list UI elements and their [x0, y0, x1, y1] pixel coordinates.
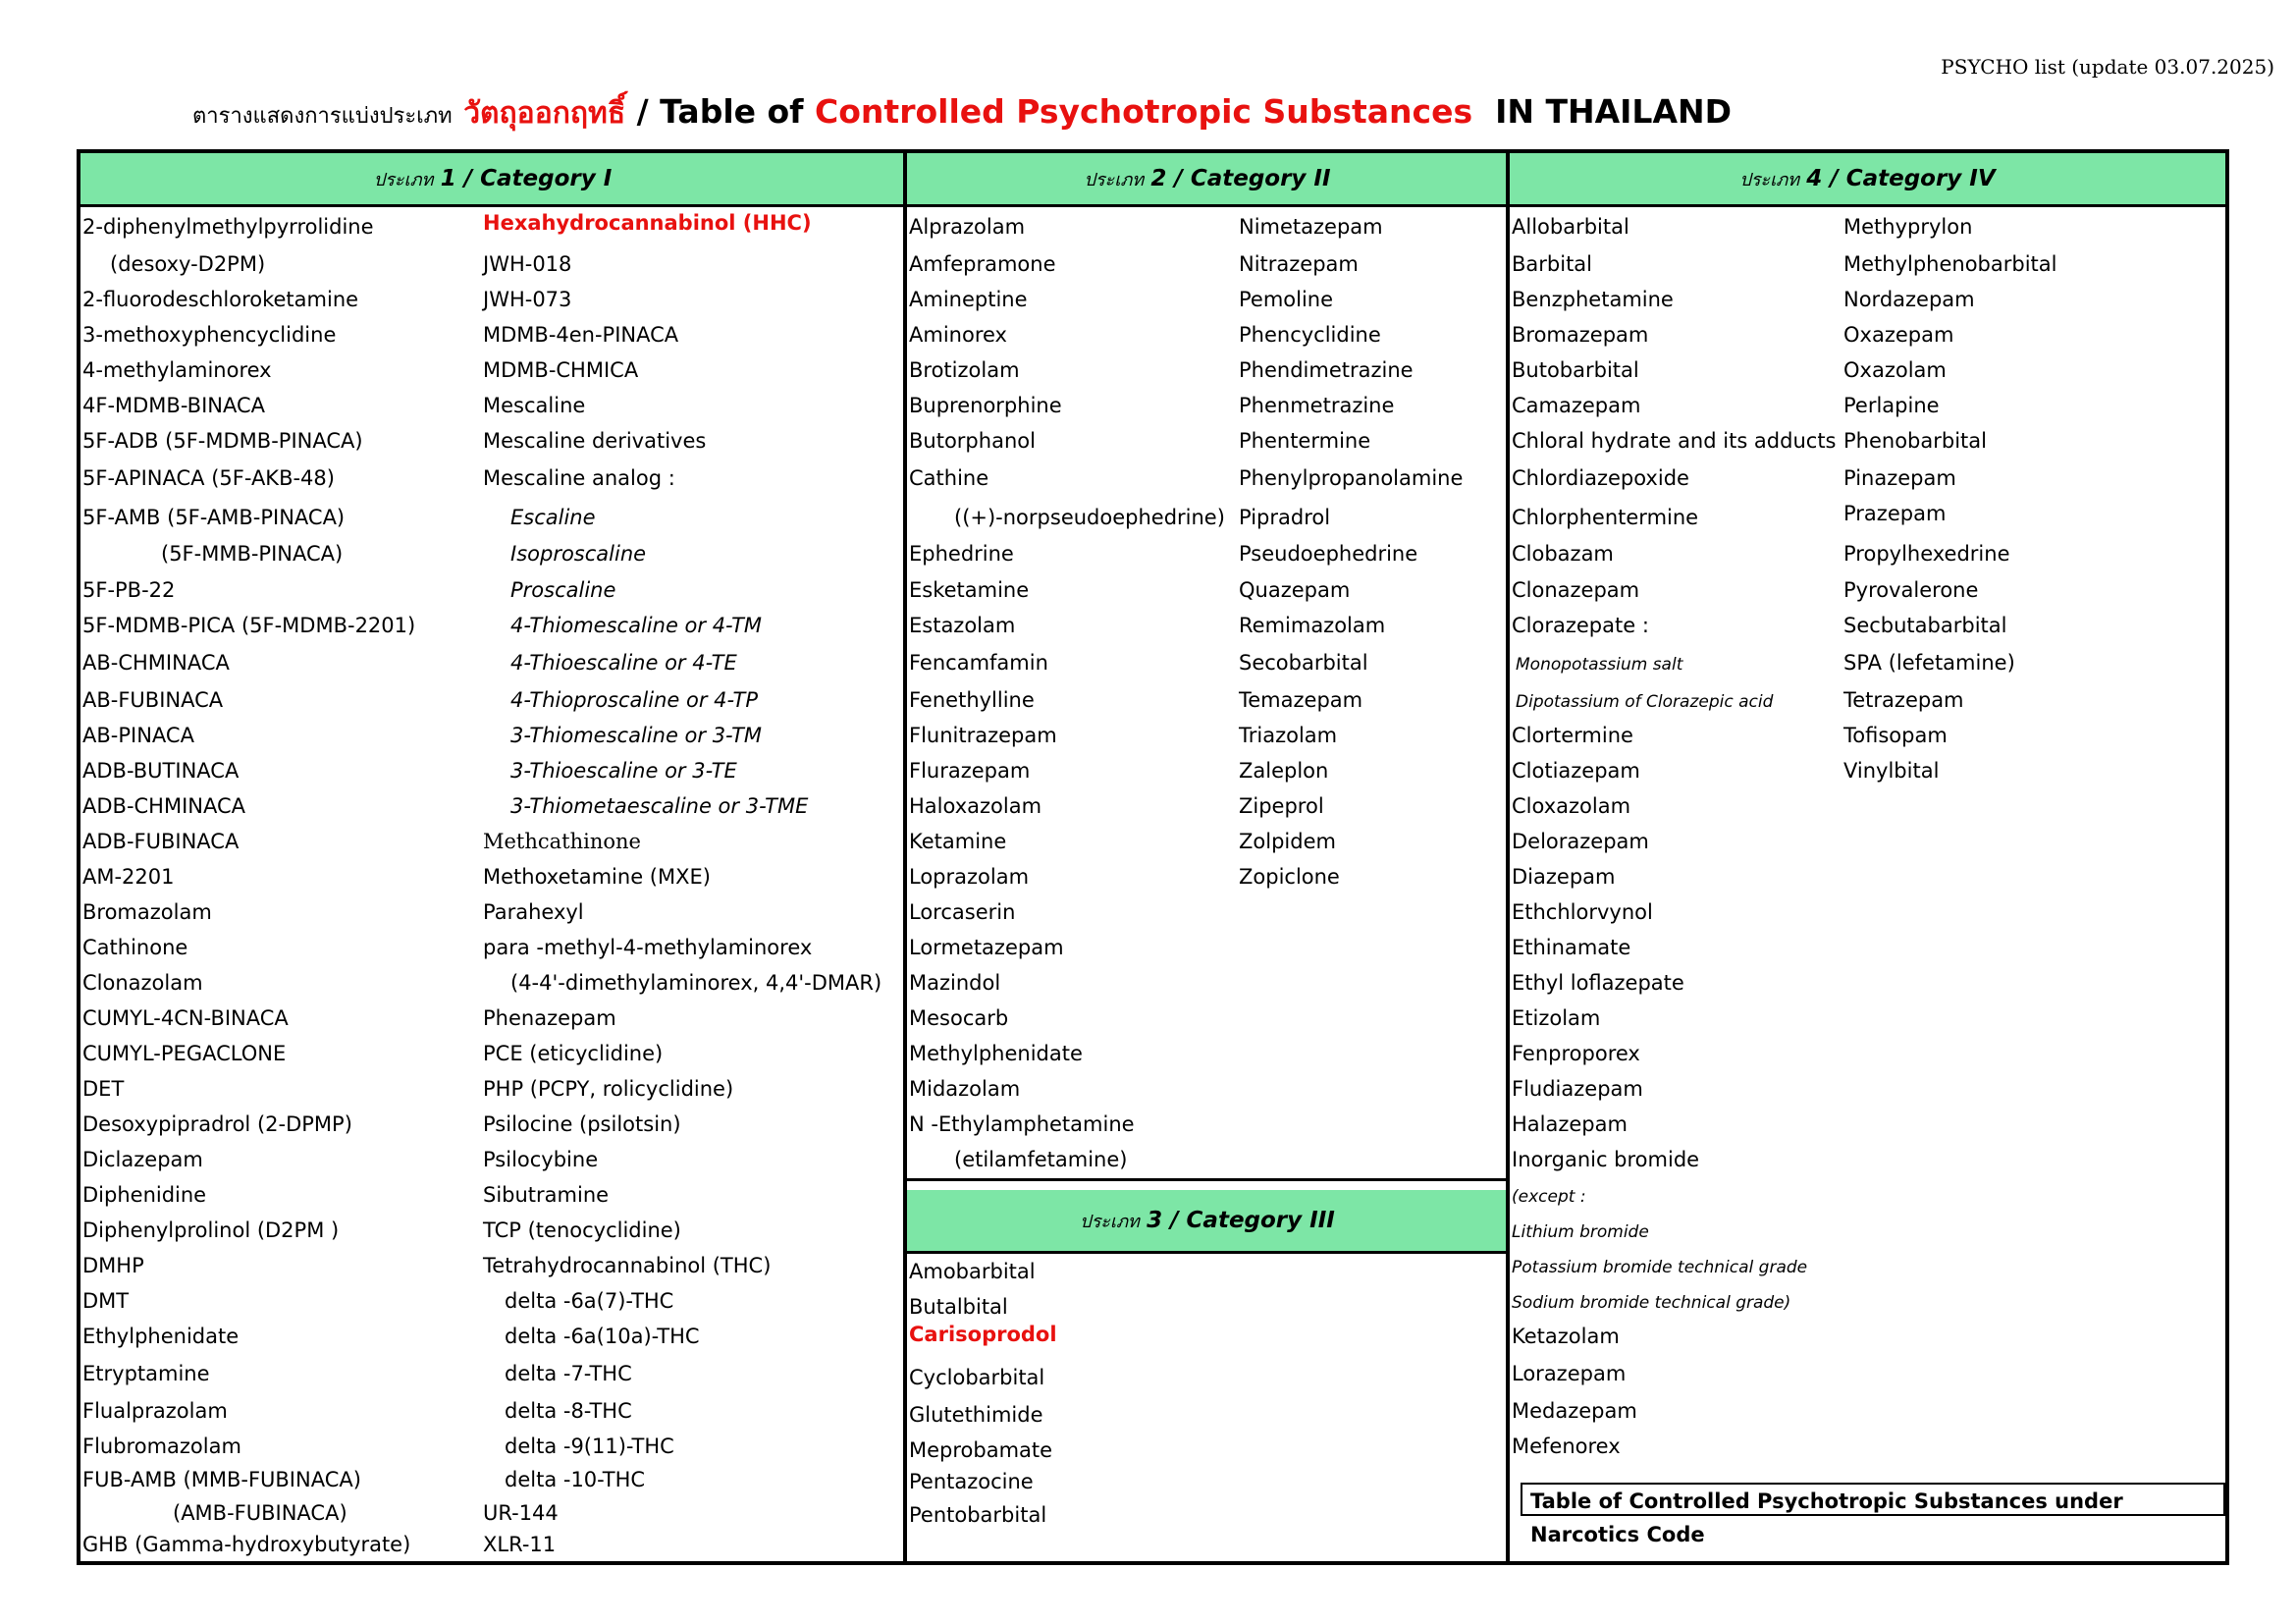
list-item: Phenmetrazine [1239, 394, 1395, 417]
list-item: Mescaline derivatives [483, 429, 707, 453]
list-item: Carisoprodol [909, 1323, 1057, 1346]
list-item: Amfepramone [909, 252, 1056, 276]
category-2-thai: ประเภท [1084, 170, 1145, 190]
list-item: Chlorphentermine [1512, 506, 1699, 529]
list-item: Midazolam [909, 1077, 1021, 1101]
list-item: Etizolam [1512, 1006, 1601, 1030]
list-item: Allobarbital [1512, 215, 1629, 239]
list-item: 4-Thioescaline or 4-TE [510, 651, 737, 675]
category-3-thai: ประเภท [1080, 1212, 1140, 1232]
list-item: Desoxypipradrol (2-DPMP) [82, 1112, 352, 1136]
list-item: Butalbital [909, 1295, 1008, 1319]
list-item: Pyrovalerone [1843, 578, 1979, 602]
list-item: (AMB-FUBINACA) [173, 1501, 347, 1525]
list-item: MDMB-CHMICA [483, 358, 639, 382]
list-item: ADB-CHMINACA [82, 794, 246, 818]
list-item: Brotizolam [909, 358, 1020, 382]
category-1-label: 1 / Category I [440, 166, 613, 191]
list-item: PHP (PCPY, rolicyclidine) [483, 1077, 734, 1101]
list-item: Mazindol [909, 971, 1001, 995]
list-item: Flualprazolam [82, 1399, 228, 1423]
list-item: Butobarbital [1512, 358, 1639, 382]
list-item: Diazepam [1512, 865, 1616, 889]
list-item: Tofisopam [1843, 724, 1948, 747]
list-item: Propylhexedrine [1843, 542, 2010, 566]
list-item: Methyprylon [1843, 215, 1973, 239]
list-item: DET [82, 1077, 125, 1101]
list-item: Nimetazepam [1239, 215, 1383, 239]
list-item: Prazepam [1843, 502, 1947, 525]
list-item: Perlapine [1843, 394, 1940, 417]
list-item: 5F-APINACA (5F-AKB-48) [82, 466, 335, 490]
list-item: JWH-073 [483, 288, 572, 311]
list-item: Mescaline analog : [483, 466, 675, 490]
list-item: 2-diphenylmethylpyrrolidine [82, 215, 374, 239]
list-item: Diphenidine [82, 1183, 207, 1207]
list-item: Amineptine [909, 288, 1028, 311]
list-item: Methoxetamine (MXE) [483, 865, 711, 889]
list-item: UR-144 [483, 1501, 559, 1525]
category-2-label: 2 / Category II [1150, 166, 1331, 191]
title-thai-red: วัตถุออกฤทธิ์ [463, 96, 626, 131]
table-border-left [77, 149, 80, 1565]
list-item: Clortermine [1512, 724, 1633, 747]
list-item: Proscaline [510, 578, 616, 602]
table-border-top [77, 149, 2229, 153]
list-item: FUB-AMB (MMB-FUBINACA) [82, 1468, 361, 1491]
list-item: Delorazepam [1512, 830, 1649, 853]
list-item: AM-2201 [82, 865, 175, 889]
list-item: Vinylbital [1843, 759, 1940, 783]
list-item: 4F-MDMB-BINACA [82, 394, 265, 417]
list-item: delta -8-THC [505, 1399, 632, 1423]
title-separator: / Table of [625, 92, 816, 131]
list-item: Camazepam [1512, 394, 1641, 417]
list-item: Flubromazolam [82, 1435, 241, 1458]
list-item: Psilocybine [483, 1148, 599, 1171]
list-item: Zaleplon [1239, 759, 1329, 783]
list-item: Cyclobarbital [909, 1366, 1045, 1389]
list-item: Zolpidem [1239, 830, 1336, 853]
list-item: delta -6a(7)-THC [505, 1289, 674, 1313]
list-item: JWH-018 [483, 252, 572, 276]
list-item: Remimazolam [1239, 614, 1386, 637]
category-1-thai: ประเภท [373, 170, 434, 190]
divider-cat1-cat2 [903, 149, 907, 1565]
list-item: Clorazepate : [1512, 614, 1649, 637]
list-item: Mescaline [483, 394, 586, 417]
list-item: Butorphanol [909, 429, 1036, 453]
list-item: MDMB-4en-PINACA [483, 323, 679, 347]
list-item: 5F-ADB (5F-MDMB-PINACA) [82, 429, 363, 453]
list-item: Phendimetrazine [1239, 358, 1414, 382]
list-item: 3-Thiomescaline or 3-TM [510, 724, 763, 747]
list-item: AB-CHMINACA [82, 651, 230, 675]
title-red: Controlled Psychotropic Substances [815, 92, 1473, 131]
list-item: Medazepam [1512, 1399, 1637, 1423]
list-item: Escaline [510, 506, 596, 529]
list-item: Halazepam [1512, 1112, 1628, 1136]
list-item: XLR-11 [483, 1533, 557, 1556]
title-suffix: IN THAILAND [1495, 92, 1732, 131]
list-item: 4-Thiomescaline or 4-TM [510, 614, 763, 637]
list-item: Nordazepam [1843, 288, 1975, 311]
list-item: Clobazam [1512, 542, 1614, 566]
list-item: Clonazepam [1512, 578, 1640, 602]
list-item: Methylphenobarbital [1843, 252, 2057, 276]
list-item: (5F-MMB-PINACA) [161, 542, 344, 566]
list-item: Loprazolam [909, 865, 1030, 889]
list-item: Glutethimide [909, 1403, 1043, 1427]
list-item: Esketamine [909, 578, 1030, 602]
category-3-label: 3 / Category III [1147, 1208, 1335, 1233]
list-item: Amobarbital [909, 1260, 1036, 1283]
list-item: Potassium bromide technical grade [1512, 1258, 1808, 1277]
list-item: (desoxy-D2PM) [110, 252, 266, 276]
list-item: Bromazepam [1512, 323, 1649, 347]
list-item: 3-Thioescaline or 3-TE [510, 759, 737, 783]
list-item: Chloral hydrate and its adducts [1512, 429, 1837, 453]
list-item: delta -10-THC [505, 1468, 646, 1491]
list-item: GHB (Gamma-hydroxybutyrate) [82, 1533, 411, 1556]
list-item: 4-Thioproscaline or 4-TP [510, 688, 759, 712]
list-item: Bromazolam [82, 900, 212, 924]
list-item: Etryptamine [82, 1362, 210, 1385]
list-item: (etilamfetamine) [954, 1148, 1128, 1171]
list-item: ((+)-norpseudoephedrine) [954, 506, 1225, 529]
list-item: Parahexyl [483, 900, 584, 924]
list-item: Oxazolam [1843, 358, 1947, 382]
list-item: delta -9(11)-THC [505, 1435, 674, 1458]
category-4-header [1510, 153, 2225, 204]
list-item: Clotiazepam [1512, 759, 1640, 783]
list-item: Cathine [909, 466, 989, 490]
list-item: Triazolam [1239, 724, 1338, 747]
list-item: Quazepam [1239, 578, 1351, 602]
category-4-thai: ประเภท [1739, 170, 1799, 190]
list-item: Chlordiazepoxide [1512, 466, 1689, 490]
list-item: Ephedrine [909, 542, 1014, 566]
list-item: Estazolam [909, 614, 1016, 637]
category-1-header [80, 153, 905, 204]
list-item: Inorganic bromide [1512, 1148, 1700, 1171]
list-item: Lorazepam [1512, 1362, 1627, 1385]
cat3-top-line [905, 1178, 1508, 1181]
table-border-bottom [77, 1561, 2229, 1565]
list-item: Sibutramine [483, 1183, 610, 1207]
list-item: Fludiazepam [1512, 1077, 1643, 1101]
update-note: PSYCHO list (update 03.07.2025) [1941, 55, 2274, 79]
header-bottom-line [77, 204, 2229, 207]
list-item: (4-4'-dimethylaminorex, 4,4'-DMAR) [510, 971, 882, 995]
list-item: Hexahydrocannabinol (HHC) [483, 211, 812, 235]
list-item: SPA (lefetamine) [1843, 651, 2015, 675]
list-item: Fenethylline [909, 688, 1035, 712]
list-item: 5F-AMB (5F-AMB-PINACA) [82, 506, 346, 529]
list-item: Ketamine [909, 830, 1007, 853]
list-item: Cloxazolam [1512, 794, 1631, 818]
list-item: CUMYL-4CN-BINACA [82, 1006, 289, 1030]
list-item: 2-fluorodeschloroketamine [82, 288, 359, 311]
list-item: PCE (eticyclidine) [483, 1042, 664, 1065]
list-item: Benzphetamine [1512, 288, 1674, 311]
list-item: Ethinamate [1512, 936, 1631, 959]
list-item: Methcathinone [483, 830, 641, 853]
list-item: Temazepam [1239, 688, 1363, 712]
list-item: Methylphenidate [909, 1042, 1083, 1065]
list-item: Secbutabarbital [1843, 614, 2007, 637]
list-item: Zopiclone [1239, 865, 1340, 889]
page-title [192, 90, 1732, 136]
list-item: Barbital [1512, 252, 1593, 276]
list-item: TCP (tenocyclidine) [483, 1218, 681, 1242]
list-item: para -methyl-4-methylaminorex [483, 936, 813, 959]
title-thai-prefix: ตารางแสดงการแบ่งประเภท [192, 104, 453, 129]
table-border-right [2225, 149, 2229, 1565]
list-item: DMT [82, 1289, 130, 1313]
list-item: Tetrahydrocannabinol (THC) [483, 1254, 772, 1277]
list-item: Oxazepam [1843, 323, 1954, 347]
narcotics-code-note: Table of Controlled Psychotropic Substances under Narcotics Code [1521, 1483, 2225, 1516]
list-item: Clonazolam [82, 971, 203, 995]
list-item: Pseudoephedrine [1239, 542, 1418, 566]
list-item: Phencyclidine [1239, 323, 1381, 347]
list-item: Diclazepam [82, 1148, 203, 1171]
list-item: 5F-MDMB-PICA (5F-MDMB-2201) [82, 614, 416, 637]
list-item: Alprazolam [909, 215, 1026, 239]
list-item: Buprenorphine [909, 394, 1062, 417]
list-item: Fencamfamin [909, 651, 1048, 675]
list-item: Phenylpropanolamine [1239, 466, 1464, 490]
list-item: Diphenylprolinol (D2PM ) [82, 1218, 340, 1242]
list-item: ADB-BUTINACA [82, 759, 240, 783]
list-item: DMHP [82, 1254, 144, 1277]
category-2-header [907, 153, 1508, 204]
list-item: Ethylphenidate [82, 1325, 240, 1348]
list-item: Pinazepam [1843, 466, 1956, 490]
list-item: delta -6a(10a)-THC [505, 1325, 700, 1348]
list-item: Zipeprol [1239, 794, 1324, 818]
list-item: Pentazocine [909, 1470, 1034, 1493]
cat3-header-bottom-line [905, 1251, 1508, 1254]
list-item: Psilocine (psilotsin) [483, 1112, 681, 1136]
list-item: Secobarbital [1239, 651, 1368, 675]
list-item: Lithium bromide [1512, 1222, 1649, 1242]
list-item: Flunitrazepam [909, 724, 1057, 747]
list-item: ADB-FUBINACA [82, 830, 240, 853]
list-item: Haloxazolam [909, 794, 1042, 818]
list-item: AB-PINACA [82, 724, 194, 747]
list-item: Lorcaserin [909, 900, 1016, 924]
list-item: Phentermine [1239, 429, 1371, 453]
list-item: Aminorex [909, 323, 1007, 347]
list-item: Pipradrol [1239, 506, 1331, 529]
list-item: Fenproporex [1512, 1042, 1640, 1065]
list-item: 5F-PB-22 [82, 578, 176, 602]
list-item: Phenazepam [483, 1006, 616, 1030]
list-item: Ethyl loflazepate [1512, 971, 1684, 995]
divider-cat2-cat4 [1506, 149, 1510, 1565]
list-item: Phenobarbital [1843, 429, 1987, 453]
list-item: CUMYL-PEGACLONE [82, 1042, 287, 1065]
category-4-label: 4 / Category IV [1806, 166, 1996, 191]
list-item: Cathinone [82, 936, 188, 959]
list-item: 3-methoxyphencyclidine [82, 323, 337, 347]
category-3-header [907, 1190, 1508, 1251]
list-item: Ketazolam [1512, 1325, 1620, 1348]
list-item: Mefenorex [1512, 1435, 1621, 1458]
list-item: Pemoline [1239, 288, 1334, 311]
list-item: Ethchlorvynol [1512, 900, 1653, 924]
list-item: Meprobamate [909, 1438, 1053, 1462]
list-item: Tetrazepam [1843, 688, 1964, 712]
list-item: (except : [1512, 1187, 1586, 1207]
list-item: Isoproscaline [510, 542, 647, 566]
list-item: Sodium bromide technical grade) [1512, 1293, 1791, 1313]
list-item: Nitrazepam [1239, 252, 1359, 276]
list-item: Mesocarb [909, 1006, 1009, 1030]
list-item: Lormetazepam [909, 936, 1064, 959]
list-item: delta -7-THC [505, 1362, 632, 1385]
list-item: Pentobarbital [909, 1503, 1047, 1527]
list-item: 3-Thiometaescaline or 3-TME [510, 794, 809, 818]
list-item: Monopotassium salt [1516, 655, 1683, 675]
list-item: Dipotassium of Clorazepic acid [1516, 692, 1774, 712]
list-item: AB-FUBINACA [82, 688, 224, 712]
list-item: Flurazepam [909, 759, 1031, 783]
list-item: 4-methylaminorex [82, 358, 272, 382]
list-item: N -Ethylamphetamine [909, 1112, 1135, 1136]
